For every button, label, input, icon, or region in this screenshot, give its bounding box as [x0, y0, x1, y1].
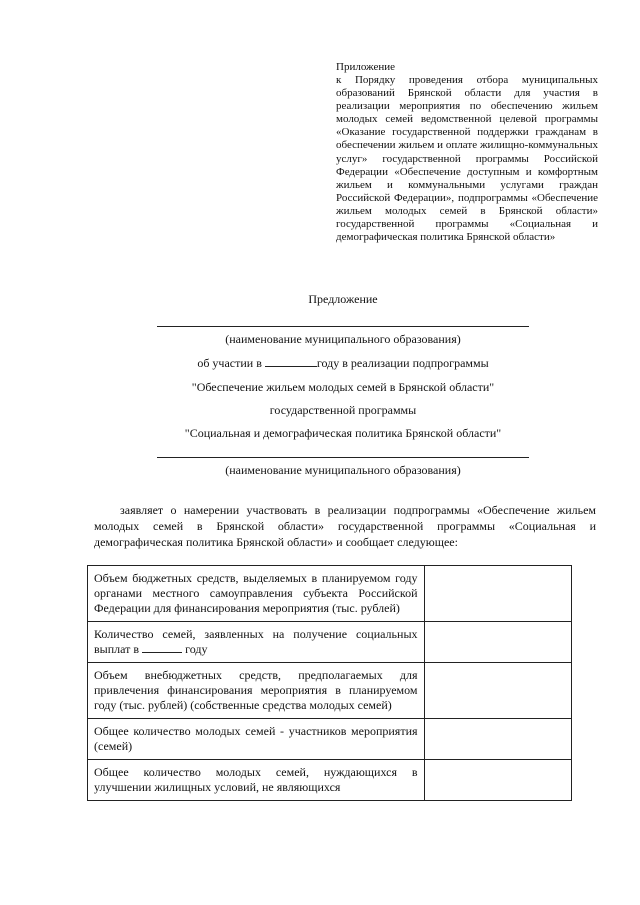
state-program-label: государственной программы [269, 403, 417, 417]
participation-text-after: году в реализации подпрограммы [316, 356, 489, 370]
table-row-label: Общее количество молодых семей, нуждающихся в улучшении жилищных условий, не являющихся [88, 760, 425, 801]
intro-paragraph: заявляет о намерении участвовать в реализации подпрограммы «Обеспечение жильем молодых семей в Брянской области» государственной программы «Социальная и демографическая политика Брянской области» и сообщает следующее: [94, 503, 596, 549]
table-row-value[interactable] [424, 719, 571, 760]
municipality-line-1 [157, 326, 529, 327]
participation-line [0, 356, 640, 370]
data-table [87, 565, 572, 801]
table-row-label: Общее количество молодых семей - участников мероприятия (семей) [88, 719, 425, 760]
appendix-text: к Порядку проведения отбора муниципальных образований Брянской области для участия в реализации мероприятия по обеспечению жильем молодых семей ведомственной целевой программы «Оказание государственной поддержки гражданам в обеспечении жильем и оплате жилищно-коммунальных услуг» государственной программы Российской Федерации «Обеспечение доступным и комфортным жильем и коммунальными услугами граждан Российской Федерации», подпрограммы «Обеспечение жильем молодых семей в Брянской области» государственной программы «Социальная и демографическая политика Брянской области» [336, 74, 598, 244]
year-blank [265, 366, 317, 367]
year-blank-2 [142, 652, 182, 653]
municipality-line-2 [157, 457, 529, 458]
families-label-after: году [182, 642, 208, 656]
table-row-label: Объем бюджетных средств, выделяемых в планируемом году органами местного самоуправления субъекта Российской Федерации для финансирования мероприятия (тыс. рублей) [88, 566, 425, 622]
table-row [88, 719, 572, 760]
municipality-caption-2: (наименование муниципального образования) [225, 463, 461, 477]
participation-text-before: об участии в [197, 356, 265, 370]
families-label-before: Количество семей, заявленных на получение социальных выплат в [94, 627, 418, 656]
table-row-label [88, 622, 425, 663]
table-row-value[interactable] [424, 663, 571, 719]
state-program-name: "Социальная и демографическая политика Брянской области" [184, 426, 502, 440]
table-row [88, 760, 572, 801]
table-row [88, 566, 572, 622]
municipality-caption-1: (наименование муниципального образования) [225, 332, 461, 346]
document-title: Предложение [308, 292, 378, 306]
appendix-label: Приложение [336, 61, 396, 73]
table-row-value[interactable] [424, 566, 571, 622]
table-row-value[interactable] [424, 622, 571, 663]
subprogram-name: "Обеспечение жильем молодых семей в Брянской области" [191, 380, 495, 394]
table-row-value[interactable] [424, 760, 571, 801]
table-row [88, 622, 572, 663]
table-row [88, 663, 572, 719]
table-row-label: Объем внебюджетных средств, предполагаемых для привлечения финансирования мероприятия в планируемом году (тыс. рублей) (собственные средства молодых семей) [88, 663, 425, 719]
